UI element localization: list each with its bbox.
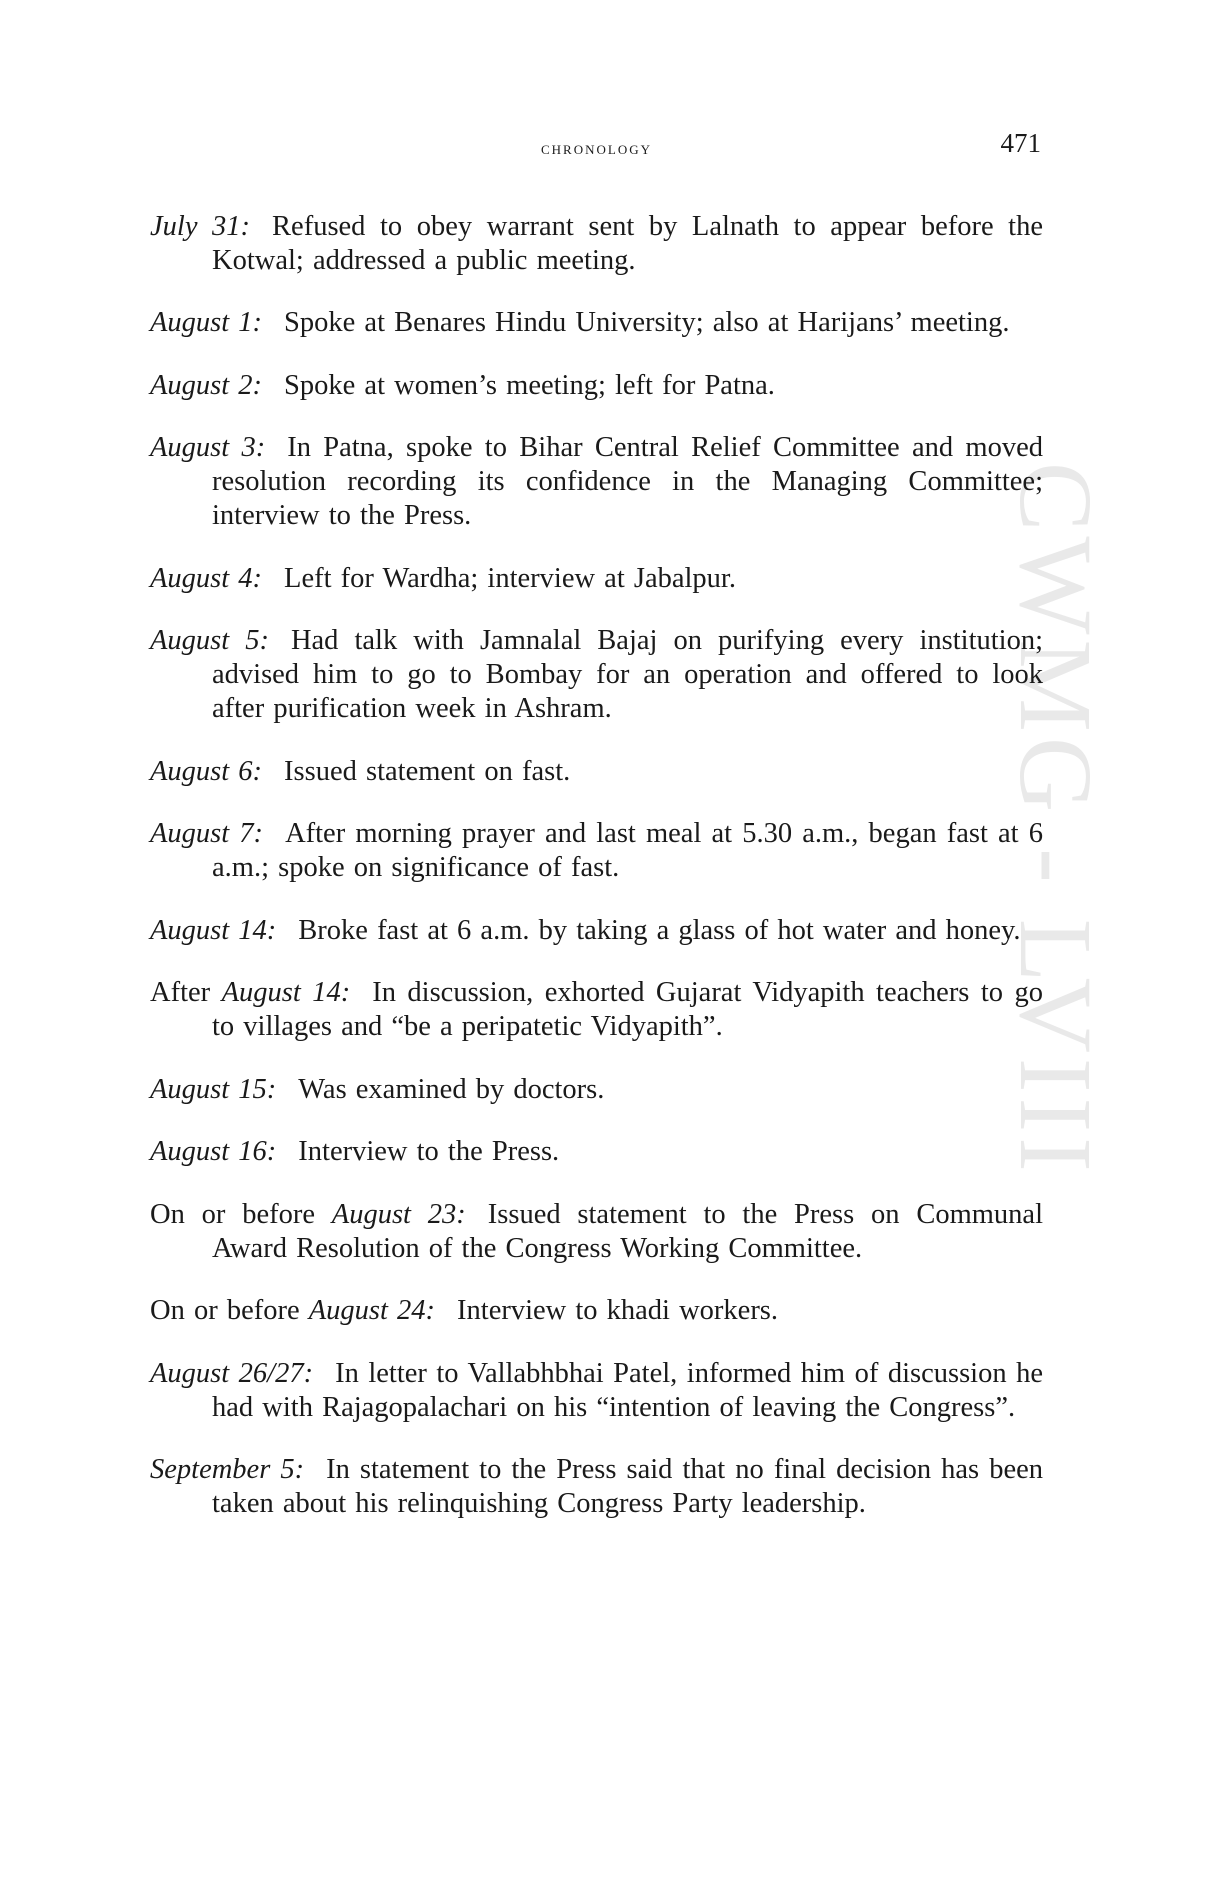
chronology-entry (150, 624, 1043, 726)
entry-prefix: On or before (150, 1198, 332, 1230)
chronology-entry (150, 210, 1043, 278)
entry-text: Left for Wardha; interview at Jabalpur. (284, 562, 736, 594)
chronology-entry (150, 562, 1043, 596)
chronology-list (150, 181, 1043, 1531)
entry-text: In statement to the Press said that no final decision has been taken about his relinquishing Congress Party leadership. (212, 1454, 1043, 1519)
entry-date: August 6: (150, 755, 263, 787)
entry-text: Had talk with Jamnalal Bajaj on purifying every institution; advised him to go to Bombay for an operation and offered to look after purification week in Ashram. (212, 625, 1043, 724)
chronology-entry (150, 755, 1043, 789)
entry-date: August 2: (150, 369, 263, 401)
entry-date: August 1: (150, 307, 263, 338)
page-number: 471 (1000, 128, 1041, 158)
page-header (150, 128, 1043, 168)
entry-date: August 26/27: (150, 1357, 314, 1389)
entry-text: Was examined by doctors. (298, 1073, 605, 1105)
entry-date: August 15: (150, 1073, 277, 1105)
chronology-entry (150, 431, 1043, 533)
entry-text: Interview to khadi workers. (457, 1295, 779, 1326)
entry-text: Refused to obey warrant sent by Lalnath to appear before the Kotwal; addressed a public meeting. (212, 210, 1043, 276)
chronology-entry (150, 914, 1043, 948)
entry-text: Issued statement to the Press on Communal Award Resolution of the Congress Working Committee. (212, 1198, 1044, 1264)
entry-text: Spoke at Benares Hindu University; also at Harijans’ meeting. (284, 307, 1010, 338)
entry-date: August 23: (331, 1198, 466, 1230)
entry-prefix: On or before (150, 1295, 309, 1326)
chronology-entry (150, 817, 1043, 885)
entry-date: August 3: (150, 432, 266, 463)
entry-date: August 4: (150, 562, 263, 594)
entry-date: August 24: (308, 1295, 436, 1326)
entry-date: August 7: (150, 818, 264, 849)
entry-date: August 14: (150, 914, 277, 946)
chronology-entry (150, 1357, 1043, 1425)
entry-text: Spoke at women’s meeting; left for Patna. (284, 369, 775, 401)
entry-text: In Patna, spoke to Bihar Central Relief Committee and moved resolution recording its confidence in the Managing Committee; interview to the Press. (212, 432, 1043, 531)
chronology-entry (150, 1453, 1043, 1521)
running-head: chronology (541, 138, 652, 159)
entry-text: In letter to Vallabhbhai Patel, informed him of discussion he had with Rajagopalachari on his “intention of leaving the Congress”. (212, 1357, 1044, 1423)
entry-prefix: After (150, 977, 222, 1008)
watermark-text: CWMG - LVIII (998, 462, 1113, 1177)
entry-text: In discussion, exhorted Gujarat Vidyapith teachers to go to villages and “be a peripatetic Vidyapith”. (212, 977, 1043, 1042)
chronology-entry (150, 1135, 1043, 1169)
chronology-entry (150, 1198, 1043, 1266)
entry-date: August 14: (221, 977, 351, 1008)
chronology-entry (150, 1073, 1043, 1107)
entry-text: After morning prayer and last meal at 5.30 a.m., began fast at 6 a.m.; spoke on significance of fast. (212, 818, 1043, 883)
chronology-entry (150, 976, 1043, 1044)
entry-date: August 5: (150, 625, 269, 656)
entry-date: August 16: (150, 1136, 277, 1167)
entry-date: September 5: (150, 1454, 305, 1485)
chronology-entry (150, 306, 1043, 340)
entry-date: July 31: (150, 210, 251, 242)
chronology-entry (150, 1294, 1043, 1328)
entry-text: Interview to the Press. (298, 1136, 560, 1167)
chronology-entry (150, 369, 1043, 403)
entry-text: Issued statement on fast. (284, 755, 571, 787)
entry-text: Broke fast at 6 a.m. by taking a glass of hot water and honey. (298, 914, 1021, 946)
